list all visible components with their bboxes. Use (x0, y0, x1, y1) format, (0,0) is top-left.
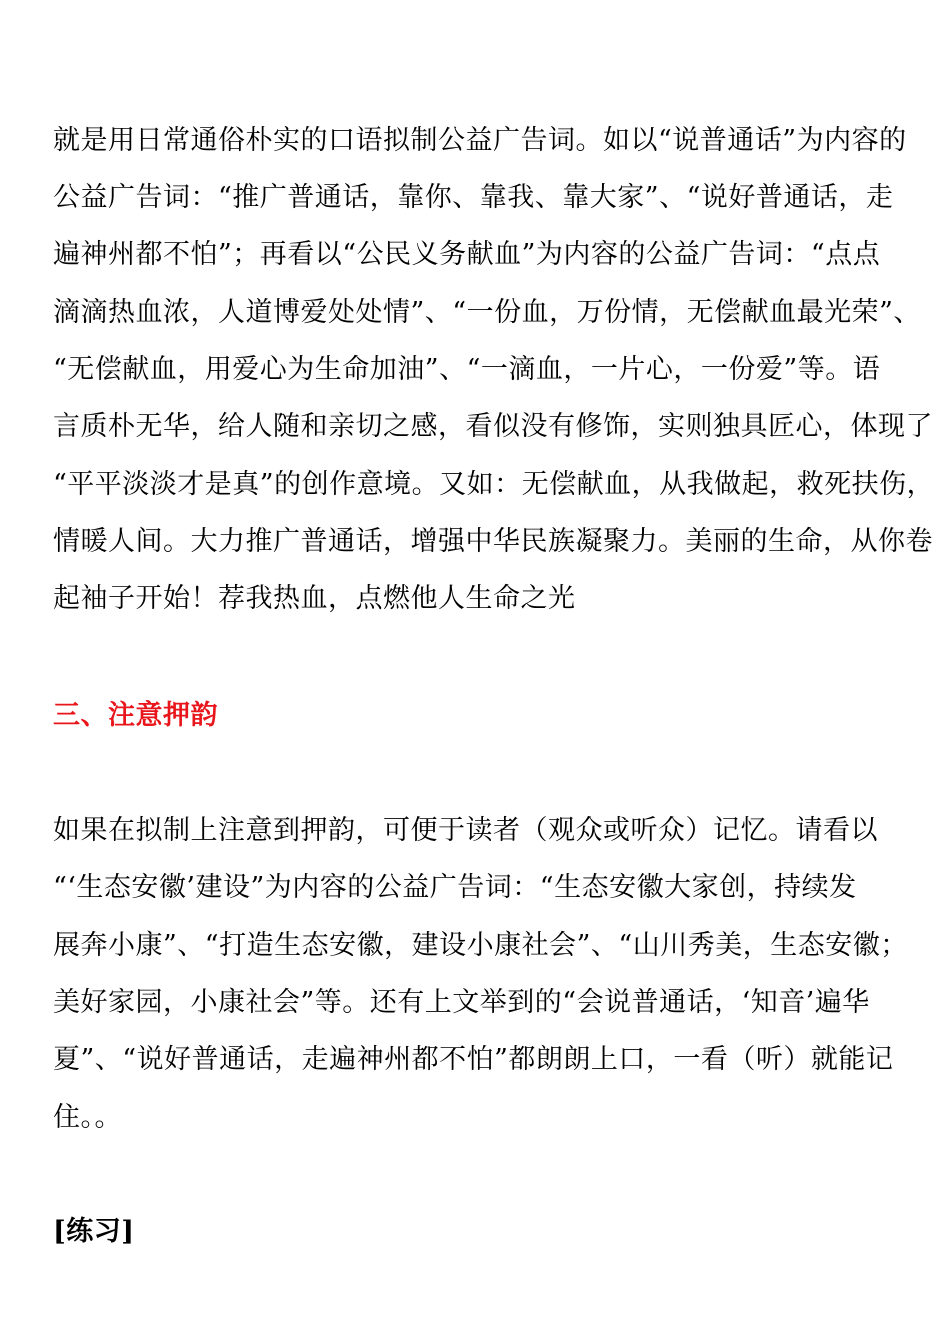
paragraph1-line-7: “平平淡淡才是真”的创作意境。又如：无偿献血，从我做起，救死扶伤， (53, 469, 935, 500)
section3-line-6: 住。。 (53, 1102, 122, 1133)
section3-line-3: 展奔小康”、“打造生态安徽，建设小康社会”、“山川秀美，生态安徽； (53, 930, 908, 961)
exercise-label: [练习] (53, 1216, 135, 1247)
paragraph1-line-8: 情暖人间。大力推广普通话，增强中华民族凝聚力。美丽的生命，从你卷 (53, 526, 933, 557)
paragraph1-line-9: 起袖子开始！荐我热血，点燃他人生命之光 (53, 583, 576, 614)
section3-line-5: 夏”、“说好普通话，走遍神州都不怕”都朗朗上口，一看（听）就能记 (53, 1044, 894, 1075)
section3-line-4: 美好家园，小康社会”等。还有上文举到的“会说普通话，‘知音’遍华 (53, 987, 870, 1018)
section3-line-2: “‘生态安徽’建设”为内容的公益广告词：“生态安徽大家创，持续发 (53, 872, 857, 903)
section-heading-rhyme: 三、注意押韵 (53, 700, 218, 731)
paragraph1-line-2: 公益广告词：“推广普通话，靠你、靠我、靠大家”、“说好普通话，走 (53, 182, 894, 213)
paragraph1-line-1: 就是用日常通俗朴实的口语拟制公益广告词。如以“说普通话”为内容的 (53, 125, 907, 156)
section3-line-1: 如果在拟制上注意到押韵，可便于读者（观众或听众）记忆。请看以 (53, 815, 878, 846)
paragraph1-line-5: “无偿献血，用爱心为生命加油”、“一滴血，一片心，一份爱”等。语 (53, 354, 881, 385)
paragraph1-line-6: 言质朴无华，给人随和亲切之感，看似没有修饰，实则独具匠心，体现了 (53, 411, 933, 442)
paragraph1-line-4: 滴滴热血浓，人道博爱处处情”、“一份血，万份情，无偿献血最光荣”、 (53, 297, 921, 328)
paragraph1-line-3: 遍神州都不怕”；再看以“公民义务献血”为内容的公益广告词：“点点 (53, 239, 881, 270)
